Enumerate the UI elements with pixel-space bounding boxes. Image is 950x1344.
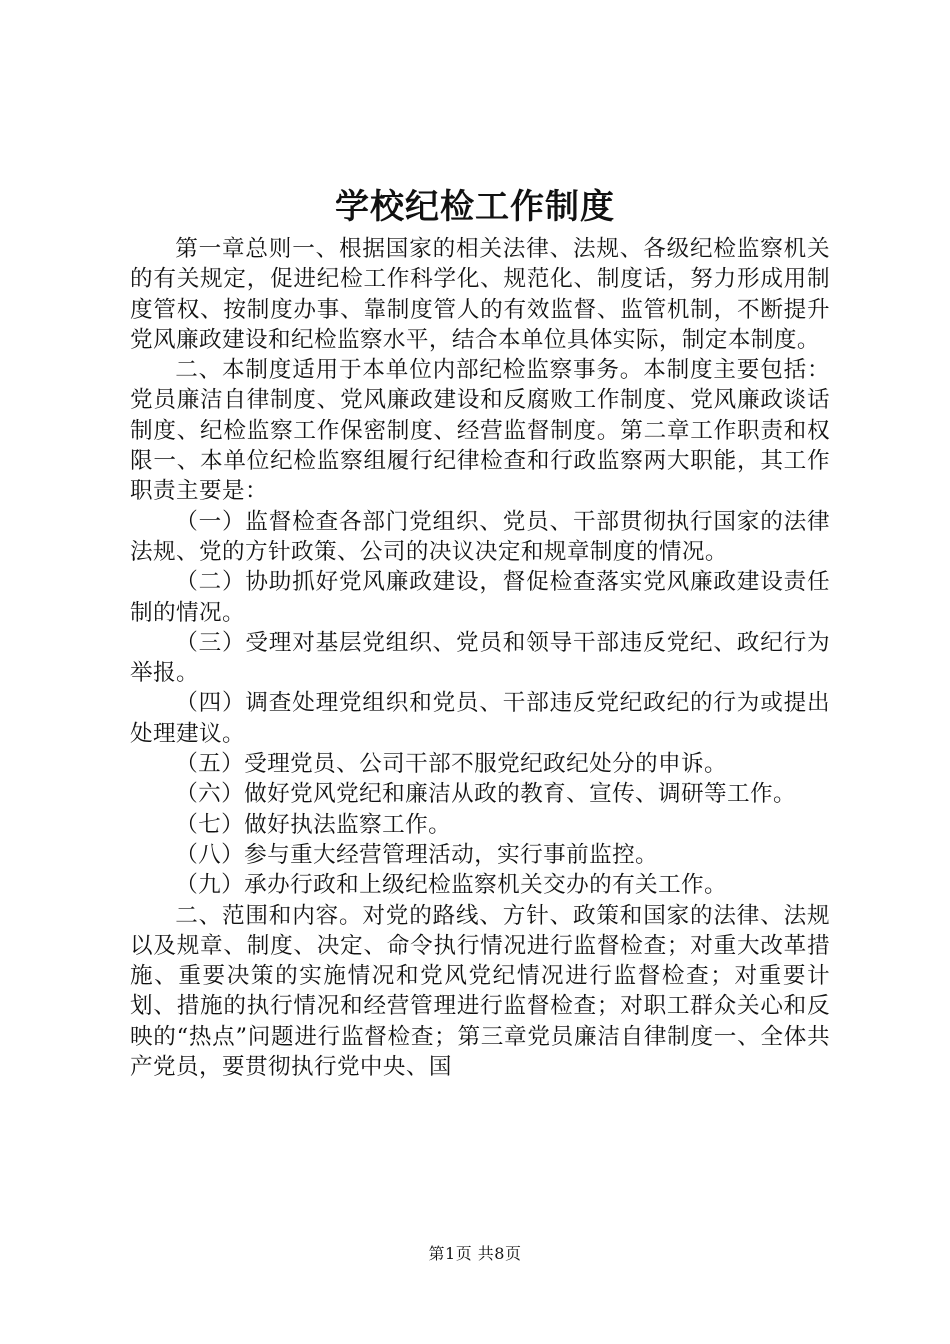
paragraph-general-provisions: 第一章总则一、根据国家的相关法律、法规、各级纪检监察机关的有关规定，促进纪检工作科学化、规范化、制度话，努力形成用制度管权、按制度办事、靠制度管人的有效监督、监管机制，不断提升党风廉政建设和纪检监察水平，结合本单位具体实际，制定本制度。 [130, 236, 830, 353]
paragraph-range-content: 二、范围和内容。对党的路线、方针、政策和国家的法律、法规以及规章、制度、决定、命令执行情况进行监督检查；对重大改革措施、重要决策的实施情况和党风党纪情况进行监督检查；对重要计划、措施的执行情况和经营管理进行监督检查；对职工群众关心和反映的“热点”问题进行监督检查；第三章党员廉洁自律制度一、全体共产党员，要贯彻执行党中央、国 [130, 902, 830, 1081]
page-title: 学校纪检工作制度 [335, 187, 615, 227]
page-number: 第1页 共8页 [428, 1244, 522, 1263]
paragraph-item-9: （九）承办行政和上级纪检监察机关交办的有关工作。 [175, 872, 728, 899]
paragraph-item-4: （四）调查处理党组织和党员、干部违反党纪政纪的行为或提出处理建议。 [130, 690, 830, 747]
document-body [130, 234, 830, 1082]
paragraph-scope: 二、本制度适用于本单位内部纪检监察事务。本制度主要包括：党员廉洁自律制度、党风廉政建设和反腐败工作制度、党风廉政谈话制度、纪检监察工作保密制度、经营监督制度。第二章工作职责和权限一、本单位纪检监察组履行纪律检查和行政监察两大职能，其工作职责主要是： [130, 357, 830, 505]
paragraph-item-7: （七）做好执法监察工作。 [175, 811, 452, 838]
paragraph-item-3: （三）受理对基层党组织、党员和领导干部违反党纪、政纪行为举报。 [130, 629, 830, 687]
paragraph-item-1: （一）监督检查各部门党组织、党员、干部贯彻执行国家的法律法规、党的方针政策、公司的决议决定和规章制度的情况。 [130, 508, 830, 565]
paragraph-item-2: （二）协助抓好党风廉政建设，督促检查落实党风廉政建设责任制的情况。 [130, 569, 830, 626]
paragraph-item-8: （八）参与重大经营管理活动，实行事前监控。 [175, 841, 659, 868]
paragraph-item-6: （六）做好党风党纪和廉洁从政的教育、宣传、调研等工作。 [175, 781, 797, 808]
paragraph-item-5: （五）受理党员、公司干部不服党纪政纪处分的申诉。 [175, 751, 728, 778]
